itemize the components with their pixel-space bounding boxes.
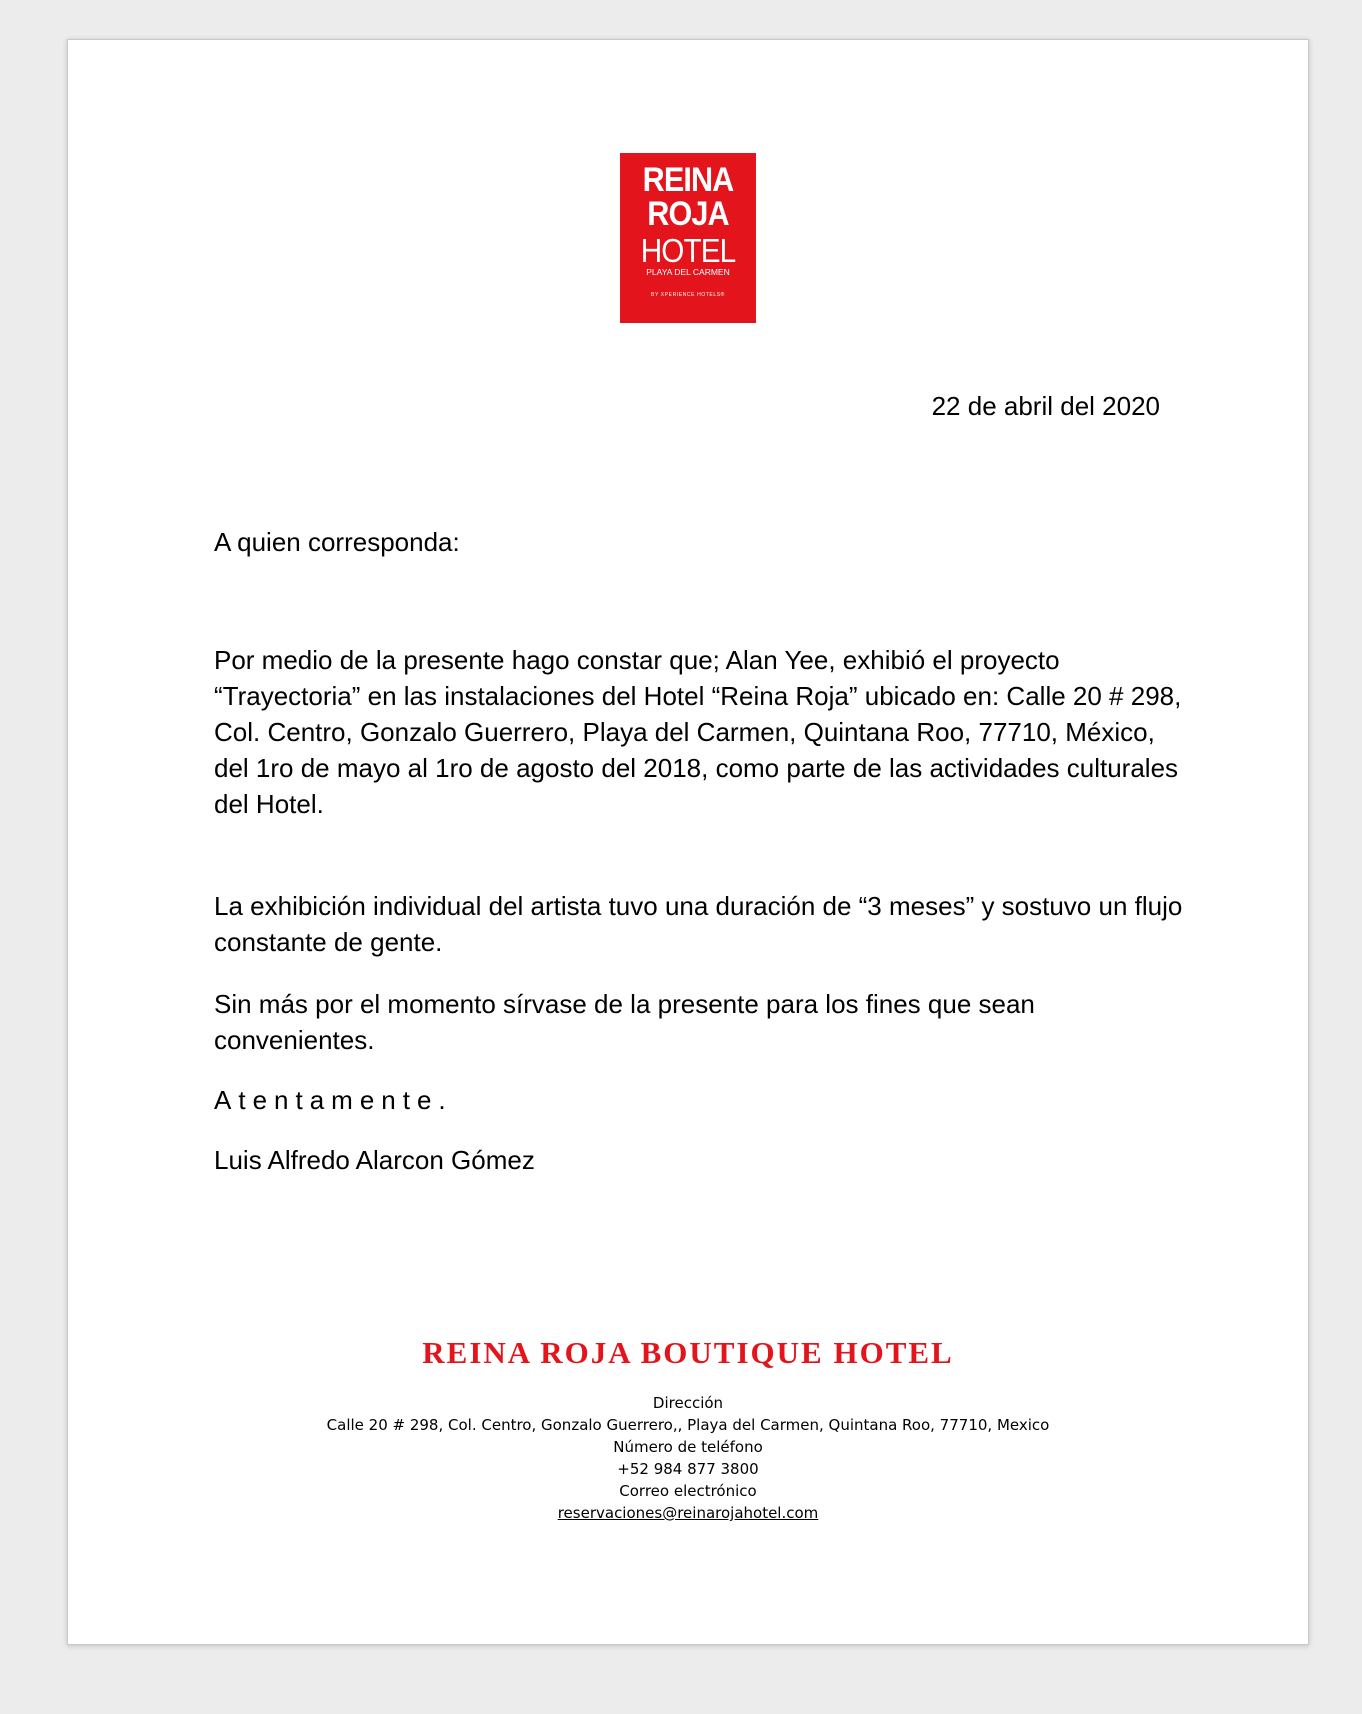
logo-line-roja: ROJA	[647, 195, 729, 233]
paragraph-3: Sin más por el momento sírvase de la presente para los fines que sean convenientes.	[214, 989, 1035, 1055]
document-page	[67, 39, 1309, 1645]
closing: Atentamente.	[214, 1085, 453, 1115]
paragraph-1: Por medio de la presente hago constar que; Alan Yee, exhibió el proyecto “Trayectoria” en las instalaciones del Hotel “Reina Roja” ubicado en: Calle 20 # 298, Col. Centro, Gonzalo Guerrero, Playa del Carmen, Quintana Roo, 77710, México, del 1ro de mayo al 1ro de agosto del 2018, como parte de las actividades culturales del Hotel.	[214, 645, 1182, 819]
footer-address: Calle 20 # 298, Col. Centro, Gonzalo Guerrero,, Playa del Carmen, Quintana Roo, 77710, Mexico	[326, 1416, 1050, 1434]
letter-date: 22 de abril del 2020	[931, 391, 1160, 421]
footer-contact	[68, 1392, 1308, 1524]
salutation: A quien corresponda:	[214, 527, 460, 557]
footer-phone-label: Número de teléfono	[613, 1438, 763, 1456]
footer-phone: +52 984 877 3800	[617, 1460, 759, 1478]
logo-line-brand: BY XPERIENCE HOTELS®	[651, 292, 725, 298]
footer-hotel-name: REINA ROJA BOUTIQUE HOTEL	[422, 1335, 954, 1370]
hotel-logo	[620, 153, 756, 323]
logo-line-reina: REINA	[642, 161, 734, 199]
footer-email-link[interactable]: reservaciones@reinarojahotel.com	[557, 1504, 819, 1522]
logo-line-hotel: HOTEL	[640, 232, 736, 269]
signer-name: Luis Alfredo Alarcon Gómez	[214, 1145, 535, 1175]
footer-email-label: Correo electrónico	[619, 1482, 757, 1500]
logo-line-location: PLAYA DEL CARMEN	[646, 267, 730, 277]
paragraph-2: La exhibición individual del artista tuvo una duración de “3 meses” y sostuvo un flujo constante de gente.	[214, 891, 1183, 957]
footer-address-label: Dirección	[652, 1394, 724, 1412]
